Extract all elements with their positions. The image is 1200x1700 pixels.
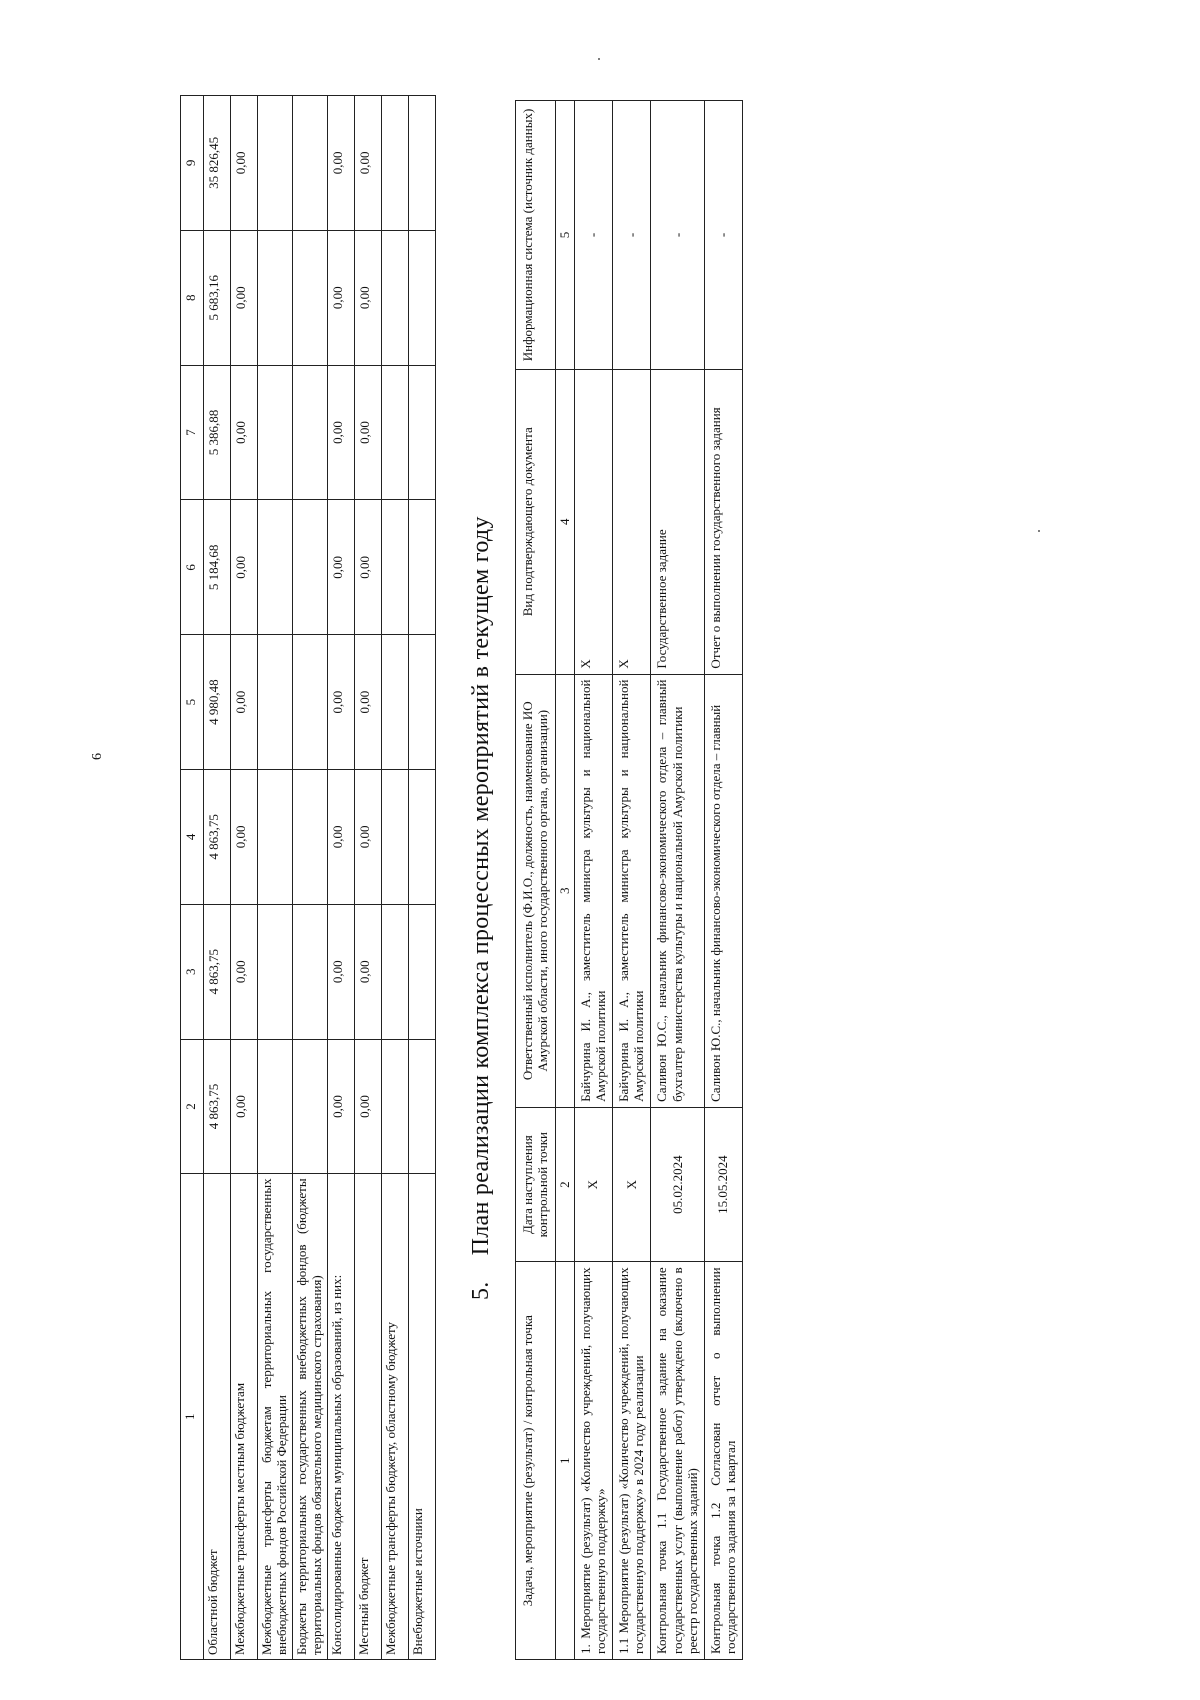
plan-date: X xyxy=(574,1107,612,1261)
col-num: 3 xyxy=(555,674,574,1107)
header-task: Задача, мероприятие (результат) / контрольная точка xyxy=(515,1262,555,1660)
budget-value: 0,00 xyxy=(354,230,381,365)
budget-value xyxy=(292,96,327,231)
budget-value xyxy=(381,1039,408,1174)
plan-doc: X xyxy=(612,369,650,674)
budget-value xyxy=(258,635,293,770)
col-num: 3 xyxy=(181,904,204,1039)
budget-value: 0,00 xyxy=(354,500,381,635)
budget-value xyxy=(258,365,293,500)
budget-value: 4 863,75 xyxy=(204,904,231,1039)
budget-row xyxy=(408,96,435,1660)
plan-doc: X xyxy=(574,369,612,674)
budget-row xyxy=(354,96,381,1660)
budget-value xyxy=(381,96,408,231)
plan-date: X xyxy=(612,1107,650,1261)
section-number: 5. xyxy=(467,1281,494,1300)
budget-row xyxy=(381,96,408,1660)
budget-value xyxy=(292,904,327,1039)
budget-value xyxy=(408,1039,435,1174)
budget-value xyxy=(292,635,327,770)
budget-value xyxy=(408,365,435,500)
budget-value: 5 386,88 xyxy=(204,365,231,500)
col-num: 2 xyxy=(181,1039,204,1174)
plan-row xyxy=(574,101,612,1660)
plan-task: Контрольная точка 1.1 Государственное задание на оказание государственных услуг (выполнение работ) утверждено (включено в реестр государственных заданий) xyxy=(650,1262,704,1660)
budget-value xyxy=(408,904,435,1039)
budget-row-name: Областной бюджет xyxy=(204,1174,231,1660)
rotated-content xyxy=(180,100,743,1660)
plan-doc: Государственное задание xyxy=(650,369,704,674)
plan-system: - xyxy=(574,101,612,370)
col-num: 7 xyxy=(181,365,204,500)
col-num: 8 xyxy=(181,230,204,365)
header-doc: Вид подтверждающего документа xyxy=(515,369,555,674)
budget-row-name: Консолидированные бюджеты муниципальных образований, из них: xyxy=(327,1174,354,1660)
section-title xyxy=(468,100,495,1300)
budget-value xyxy=(408,635,435,770)
budget-row xyxy=(231,96,258,1660)
plan-row xyxy=(704,101,742,1660)
budget-value: 0,00 xyxy=(231,500,258,635)
budget-value xyxy=(292,365,327,500)
budget-value xyxy=(408,770,435,905)
col-num: 5 xyxy=(181,635,204,770)
col-num: 4 xyxy=(555,369,574,674)
budget-value: 0,00 xyxy=(354,365,381,500)
budget-value xyxy=(292,500,327,635)
plan-system: - xyxy=(704,101,742,370)
col-num: 1 xyxy=(181,1174,204,1660)
budget-row-name: Межбюджетные трансферты бюджету, областному бюджету xyxy=(381,1174,408,1660)
budget-value: 4 863,75 xyxy=(204,770,231,905)
col-num: 5 xyxy=(555,101,574,370)
col-num: 2 xyxy=(555,1107,574,1261)
budget-value: 0,00 xyxy=(354,96,381,231)
budget-row-name: Местный бюджет xyxy=(354,1174,381,1660)
plan-row xyxy=(650,101,704,1660)
scan-speck xyxy=(1038,530,1040,532)
plan-task: 1.1 Мероприятие (результат) «Количество учреждений, получающих государственную поддержку» в 2024 году реализации xyxy=(612,1262,650,1660)
plan-executor: Саливон Ю.С., начальник финансово-экономического отдела – главный бухгалтер министерства культуры и национальной Амурской политики xyxy=(650,674,704,1107)
plan-date: 05.02.2024 xyxy=(650,1107,704,1261)
plan-system: - xyxy=(650,101,704,370)
budget-value xyxy=(408,96,435,231)
col-num: 4 xyxy=(181,770,204,905)
budget-value xyxy=(408,230,435,365)
plan-executor: Саливон Ю.С., начальник финансово-экономического отдела – главный xyxy=(704,674,742,1107)
plan-table xyxy=(515,100,743,1660)
col-num: 1 xyxy=(555,1262,574,1660)
plan-row xyxy=(612,101,650,1660)
plan-task: Контрольная точка 1.2 Согласован отчет о выполнении государственного задания за 1 квартал xyxy=(704,1262,742,1660)
budget-value: 0,00 xyxy=(327,904,354,1039)
plan-system: - xyxy=(612,101,650,370)
budget-value xyxy=(381,770,408,905)
budget-value: 4 863,75 xyxy=(204,1039,231,1174)
budget-row xyxy=(204,96,231,1660)
plan-executor: Байчурина И. А., заместитель министра культуры и национальной Амурской политики xyxy=(574,674,612,1107)
budget-value xyxy=(258,1039,293,1174)
budget-value: 35 826,45 xyxy=(204,96,231,231)
scan-speck xyxy=(598,58,600,60)
budget-value: 0,00 xyxy=(231,365,258,500)
budget-value: 0,00 xyxy=(231,635,258,770)
budget-value: 0,00 xyxy=(327,230,354,365)
budget-row xyxy=(258,96,293,1660)
budget-value xyxy=(381,365,408,500)
col-num: 9 xyxy=(181,96,204,231)
budget-col-numbers xyxy=(181,96,204,1660)
budget-value: 0,00 xyxy=(231,770,258,905)
budget-value: 0,00 xyxy=(327,365,354,500)
budget-value xyxy=(408,500,435,635)
budget-value xyxy=(381,904,408,1039)
plan-task: 1. Мероприятие (результат) «Количество учреждений, получающих государственную поддержку» xyxy=(574,1262,612,1660)
budget-value: 0,00 xyxy=(327,770,354,905)
budget-value: 4 980,48 xyxy=(204,635,231,770)
budget-value xyxy=(258,96,293,231)
budget-value: 0,00 xyxy=(327,1039,354,1174)
section-heading: План реализации комплекса процессных мероприятий в текущем году xyxy=(467,516,494,1256)
budget-value: 5 184,68 xyxy=(204,500,231,635)
header-system: Информационная система (источник данных) xyxy=(515,101,555,370)
plan-header-row xyxy=(515,101,555,1660)
plan-doc: Отчет о выполнении государственного задания xyxy=(704,369,742,674)
budget-value xyxy=(381,500,408,635)
budget-value xyxy=(381,635,408,770)
budget-value xyxy=(292,770,327,905)
plan-date: 15.05.2024 xyxy=(704,1107,742,1261)
budget-value: 0,00 xyxy=(327,635,354,770)
budget-value: 0,00 xyxy=(354,635,381,770)
budget-value xyxy=(258,904,293,1039)
budget-value: 0,00 xyxy=(231,230,258,365)
budget-row-name: Межбюджетные трансферты местным бюджетам xyxy=(231,1174,258,1660)
page-number: 6 xyxy=(90,753,105,760)
header-date: Дата наступления контрольной точки xyxy=(515,1107,555,1261)
budget-value: 0,00 xyxy=(327,500,354,635)
plan-executor: Байчурина И. А., заместитель министра культуры и национальной Амурской политики xyxy=(612,674,650,1107)
budget-row-name: Межбюджетные трансферты бюджетам территориальных государственных внебюджетных фондов Российской Федерации xyxy=(258,1174,293,1660)
budget-value xyxy=(258,500,293,635)
budget-value: 0,00 xyxy=(231,1039,258,1174)
budget-value xyxy=(292,1039,327,1174)
budget-value: 0,00 xyxy=(231,96,258,231)
header-executor: Ответственный исполнитель (Ф.И.О., должность, наименование ИО Амурской области, иного государственного органа, организации) xyxy=(515,674,555,1107)
budget-value: 0,00 xyxy=(354,770,381,905)
budget-row-name: Внебюджетные источники xyxy=(408,1174,435,1660)
plan-col-numbers xyxy=(555,101,574,1660)
budget-table xyxy=(180,95,436,1660)
budget-value: 5 683,16 xyxy=(204,230,231,365)
budget-row xyxy=(292,96,327,1660)
budget-value xyxy=(292,230,327,365)
budget-value: 0,00 xyxy=(354,1039,381,1174)
budget-value xyxy=(258,230,293,365)
budget-value xyxy=(381,230,408,365)
col-num: 6 xyxy=(181,500,204,635)
budget-value: 0,00 xyxy=(231,904,258,1039)
budget-row-name: Бюджеты территориальных государственных внебюджетных фондов (бюджеты территориальных фондов обязательного медицинского страхования) xyxy=(292,1174,327,1660)
budget-value: 0,00 xyxy=(354,904,381,1039)
budget-row xyxy=(327,96,354,1660)
budget-value: 0,00 xyxy=(327,96,354,231)
budget-value xyxy=(258,770,293,905)
